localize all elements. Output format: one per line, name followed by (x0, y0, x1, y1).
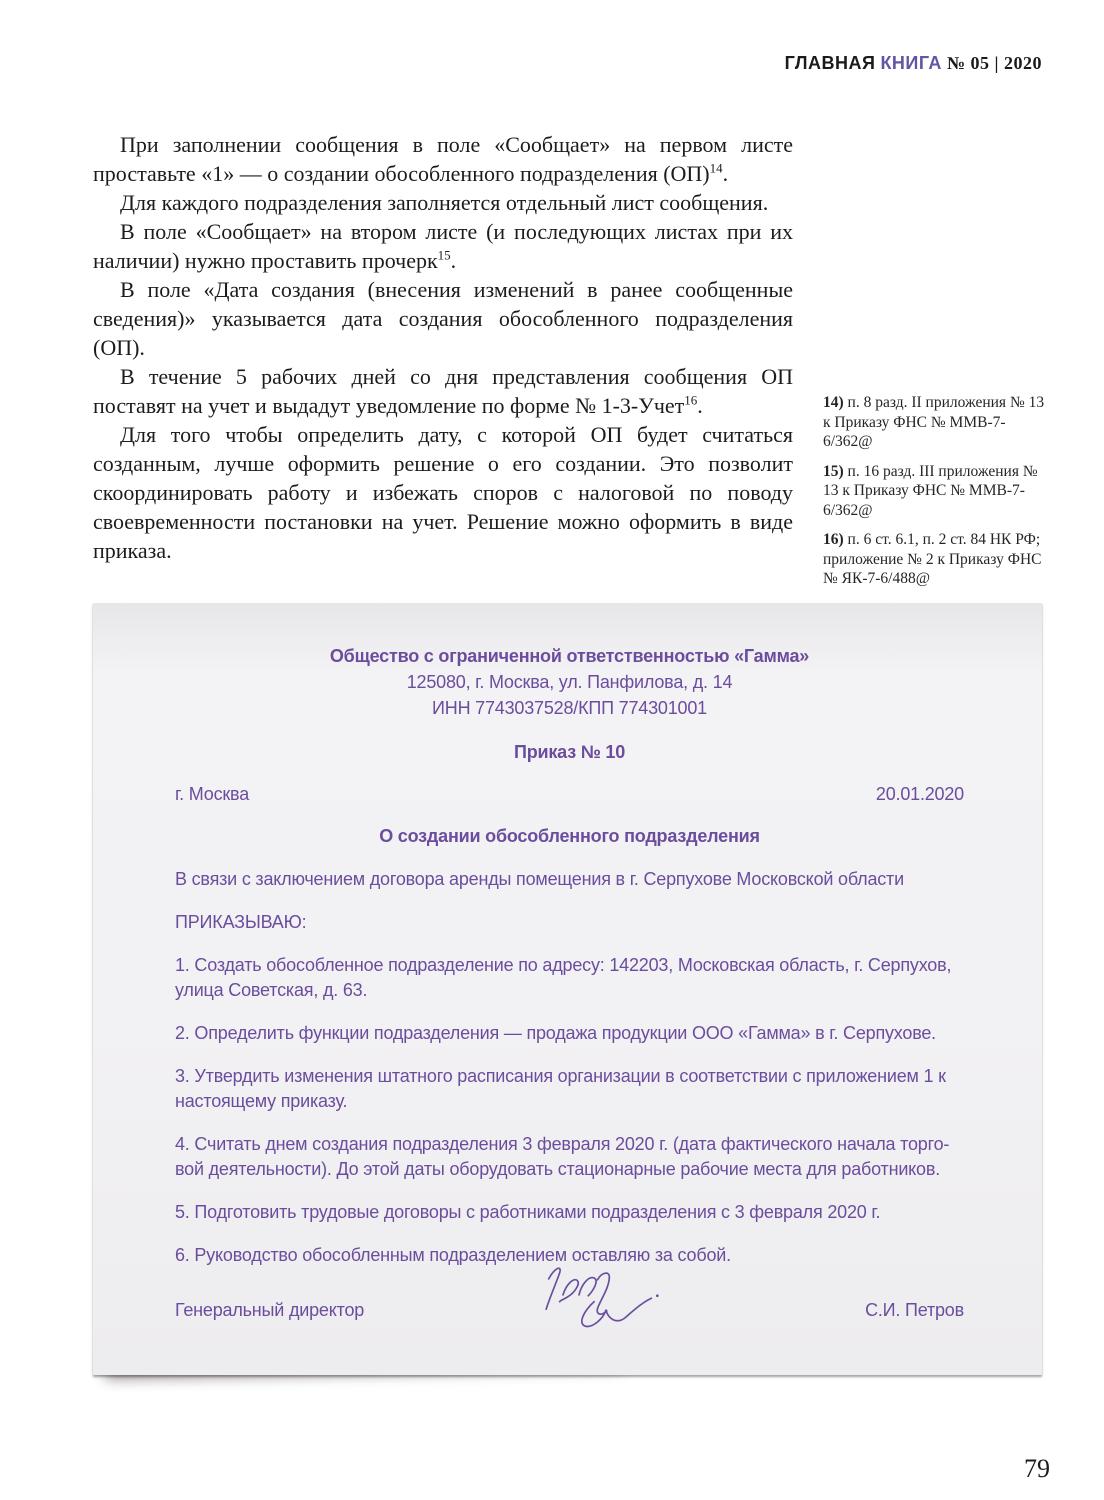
brand-name-accent: КНИГА (880, 53, 942, 73)
order-meta-row (175, 781, 964, 807)
footnote-16 (823, 530, 1051, 589)
signature-role: Генеральный директор (175, 1299, 365, 1320)
company-inn-kpp: ИНН 7743037528/КПП 774301001 (432, 698, 707, 718)
order-subject: О создании обособленного подразделения (379, 826, 760, 846)
footnote-number: 14) (823, 394, 844, 411)
signature-row (175, 1283, 964, 1337)
paragraph-6: Для того чтобы определить дату, с которой ОП будет считаться созданным, лучше оформить решение о его создании. Это позволит скоординировать работу и избежать споров с налоговой по поводу своевременности постановки на учет. Решение можно оформить в виде приказа. (93, 422, 793, 563)
paragraph-2: Для каждого подразделения заполняется отдельный лист сообщения. (120, 190, 769, 215)
footnote-text: п. 16 разд. III приложения № 13 к Приказу ФНС № ММВ-7-6/362@ (823, 462, 1038, 519)
footnote-14 (823, 393, 1051, 452)
order-title: Приказ № 10 (513, 742, 626, 762)
paragraph-1: При заполнении сообщения в поле «Сообщает» на первом листе проставьте «1» — о создании обособленного подразделения (ОП)$^{14}$. (93, 132, 793, 186)
magazine-header (785, 53, 1042, 74)
order-item-5: 5. Подготовить трудовые договоры с работниками подразделения с 3 февраля 2020 г. (175, 1202, 881, 1222)
order-intro: В связи с заключением договора аренды помещения в г. Серпухове Московской области (175, 869, 904, 889)
order-item-1: 1. Создать обособленное подразделение по адресу: 142203, Московская область, г. Серпухов, улица Советская, д. 63. (175, 955, 952, 1000)
order-date: 20.01.2020 (875, 784, 964, 804)
footnote-number: 15) (823, 462, 844, 480)
signature-scribble-icon (520, 1257, 670, 1337)
page-number: 79 (1024, 1454, 1050, 1483)
company-name: Общество с ограниченной ответственностью «Гамма» (329, 646, 810, 666)
footnote-ref-15: 15 (437, 247, 451, 263)
order-resolution: ПРИКАЗЫВАЮ: (175, 912, 307, 932)
order-item-4: 4. Считать днем создания подразделения 3 февраля 2020 г. (дата фактического начала торговой деятельности). До этой даты оборудовать стационарные рабочие места для работников. (175, 1134, 950, 1179)
order-document-card (93, 603, 1042, 1375)
issue-number: № 05 | 2020 (946, 53, 1042, 73)
footnote-number: 16) (823, 531, 844, 548)
brand-name-primary: ГЛАВНАЯ (784, 53, 876, 73)
paragraph-3: В поле «Сообщает» на втором листе (и последующих листах при их наличии) нужно проставить прочерк$^{15}$. (93, 219, 793, 273)
company-address: 125080, г. Москва, ул. Панфилова, д. 14 (406, 672, 733, 692)
footnote-ref-16: 16 (684, 392, 698, 408)
footnote-ref-14: 14 (709, 160, 723, 176)
order-item-3: 3. Утвердить изменения штатного расписания организации в соответствии с приложением 1 к настоящему приказу. (175, 1066, 946, 1111)
footnote-text: п. 6 ст. 6.1, п. 2 ст. 84 НК РФ; приложение № 2 к Приказу ФНС № ЯК-7-6/488@ (823, 531, 1042, 587)
order-item-2: 2. Определить функции подразделения — продажа продукции ООО «Гамма» в г. Серпухове. (175, 1023, 936, 1043)
paragraph-4: В поле «Дата создания (внесения изменений в ранее сообщенные сведения)» указывается дата создания обособленного подразделения (ОП). (93, 277, 793, 360)
order-item-6: 6. Руководство обособленным подразделением оставляю за собой. (175, 1245, 731, 1265)
signature-name: С.И. Петров (865, 1299, 964, 1320)
order-city: г. Москва (175, 784, 250, 804)
footnote-15 (823, 462, 1051, 521)
paragraph-5: В течение 5 рабочих дней со дня представления сообщения ОП поставят на учет и выдадут уведомление по форме № 1-3-Учет$^{16}$. (93, 364, 793, 418)
article-text (93, 130, 793, 565)
footnote-text: п. 8 разд. II приложения № 13 к Приказу ФНС № ММВ-7-6/362@ (823, 394, 1045, 450)
sidebar-footnotes (823, 393, 1051, 599)
